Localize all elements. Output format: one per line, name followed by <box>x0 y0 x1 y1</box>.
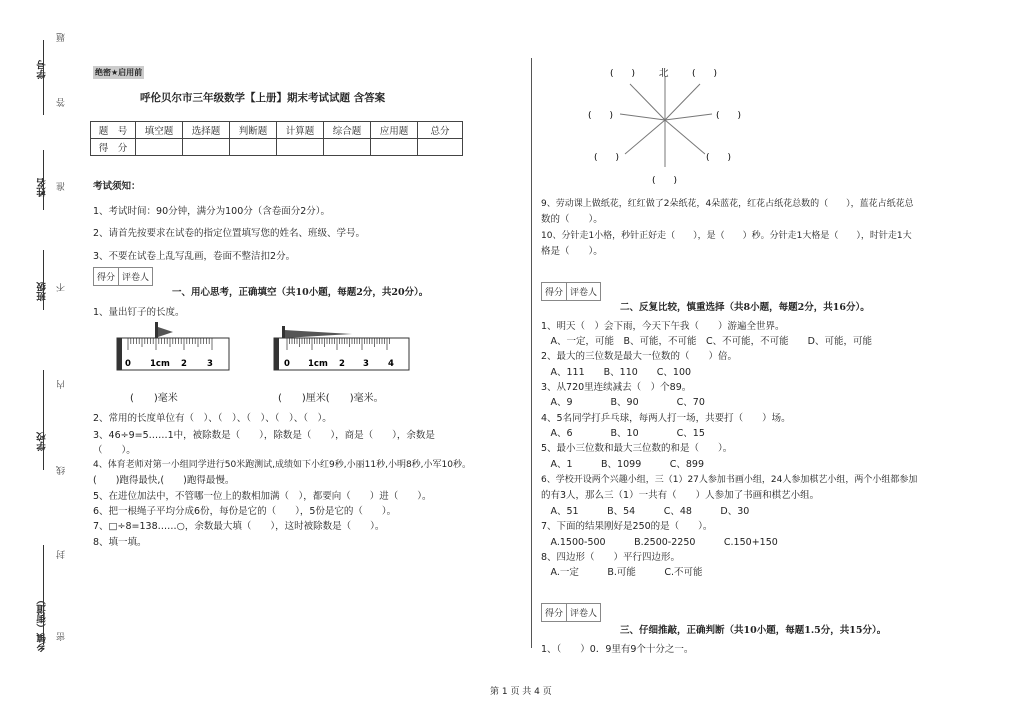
ruler-1-tick-label: 2 <box>181 359 187 369</box>
seal-char: 题 <box>57 33 67 42</box>
score-table-header-row <box>91 122 463 139</box>
grader-person-label: 评卷人 <box>570 288 598 298</box>
compass-ray <box>620 114 665 120</box>
question-line: 2、最大的三位数是最大一位数的（ ）倍。 <box>541 351 738 362</box>
seal-char: 内 <box>57 380 67 389</box>
question-line: 数的（ ）。 <box>541 214 603 225</box>
grader-box <box>541 282 601 301</box>
section3-title: 三、仔细推敲，正确判断（共10小题，每题1.5分，共15分）。 <box>620 625 887 636</box>
grader-box <box>541 603 601 622</box>
score-table-score-row <box>91 139 463 156</box>
ruler-2-tick-label: 0 <box>284 359 290 369</box>
nail-shank <box>155 322 158 338</box>
question-line: 10、分针走1小格，秒针正好走（ ），是（ ）秒。分针走1大格是（ ），时针走1大 <box>541 231 912 241</box>
margin-label-xiangzhen: 乡镇（街道） <box>37 595 48 652</box>
ruler-1-tick-label: 0 <box>125 359 131 369</box>
score-cell[interactable] <box>136 139 183 156</box>
score-header-cell: 总分 <box>418 122 463 139</box>
grader-score-label: 得分 <box>542 604 567 621</box>
grader-box <box>93 267 153 286</box>
ruler-2-tick-label: 2 <box>339 359 345 369</box>
question-line: （ ）。 <box>93 445 136 456</box>
column-divider <box>531 58 532 648</box>
score-header-cell: 填空题 <box>136 122 183 139</box>
compass-blank: ( ) <box>706 153 732 163</box>
notice-item: 1、考试时间：90分钟，满分为100分（含卷面分2分）。 <box>93 206 331 217</box>
question-line: 8、四边形（ ）平行四边形。 <box>541 552 681 563</box>
grader-person-label: 评卷人 <box>570 609 598 619</box>
question-line: 9、劳动课上做纸花，红红做了2朵纸花，4朵蓝花，红花占纸花总数的（ ），蓝花占纸花总 <box>541 199 914 209</box>
margin-line <box>43 250 44 310</box>
margin-label-banji: 班级 <box>37 282 48 301</box>
compass-blank: ( ) <box>652 176 678 186</box>
question-line: 8、填一填。 <box>93 537 147 548</box>
score-row-label: 得 分 <box>91 139 136 156</box>
ruler-edge <box>274 338 279 370</box>
grader-score-label: 得分 <box>94 268 119 285</box>
section1-title: 一、用心思考，正确填空（共10小题，每题2分，共20分）。 <box>172 287 429 298</box>
compass-blank: ( ) <box>594 153 620 163</box>
option-line: A.一定 B.可能 C.不可能 <box>541 567 703 578</box>
option-line: A、6 B、10 C、15 <box>541 428 705 439</box>
question-line: 5、最小三位数和最大三位数的和是（ ）。 <box>541 443 733 454</box>
ruler-2-tick-label: 1cm <box>308 359 328 369</box>
grader-person-label: 评卷人 <box>122 273 150 283</box>
question-line: 7、下面的结果刚好是250的是（ ）。 <box>541 521 713 532</box>
option-line: A、111 B、110 C、100 <box>541 367 692 378</box>
ruler-1-answer: ( )毫米 <box>130 393 178 404</box>
question-line: 7、□÷8=138……○，余数最大填（ ），这时被除数是（ ）。 <box>93 521 385 532</box>
ruler-2-figure <box>272 320 412 375</box>
option-line: A、9 B、90 C、70 <box>541 397 705 408</box>
option-line: A、51 B、54 C、48 D、30 <box>541 506 750 517</box>
question-1: 1、量出钉子的长度。 <box>93 307 185 318</box>
notice-item: 2、请首先按要求在试卷的指定位置填写您的姓名、班级、学号。 <box>93 228 366 239</box>
compass-ray <box>665 120 705 154</box>
margin-line <box>43 150 44 210</box>
question-line: 3、46÷9=5……1中，被除数是（ ），除数是（ ），商是（ ），余数是 <box>93 430 435 441</box>
margin-line <box>43 545 44 645</box>
question-line: 1、（ ）0．9里有9个十分之一。 <box>541 644 694 655</box>
score-header-cell: 综合题 <box>324 122 371 139</box>
margin-label-xuehao: 学号 <box>37 60 48 79</box>
compass-ray <box>630 84 665 120</box>
secret-badge: 绝密★启用前 <box>95 68 143 77</box>
score-header-cell: 题 号 <box>91 122 136 139</box>
question-line: 4、5名同学打乒乓球，每两人打一场，共要打（ ）场。 <box>541 413 791 424</box>
ruler-2-answer: ( )厘米( )毫米。 <box>278 393 384 404</box>
question-line: 的有3人，那么三（1）一共有（ ）人参加了书画和棋艺小组。 <box>541 490 820 501</box>
page-footer: 第 1 页 共 4 页 <box>490 687 552 697</box>
seal-char: 线 <box>57 466 67 475</box>
score-cell[interactable] <box>230 139 277 156</box>
notice-heading: 考试须知： <box>93 181 141 192</box>
grader-score-label: 得分 <box>542 283 567 300</box>
score-header-cell: 选择题 <box>183 122 230 139</box>
margin-line <box>43 370 44 470</box>
score-cell[interactable] <box>418 139 463 156</box>
compass-blank: ( ) <box>716 111 742 121</box>
ruler-2-tick-label: 4 <box>388 359 394 369</box>
question-line: 3、从720里连续减去（ ）个89。 <box>541 382 692 393</box>
question-line: 格是（ ）。 <box>541 246 603 257</box>
compass-ray <box>625 120 665 154</box>
nail-shank <box>284 330 352 338</box>
score-table <box>90 121 463 156</box>
margin-line <box>43 40 44 115</box>
score-header-cell: 判断题 <box>230 122 277 139</box>
compass-ray <box>665 84 700 120</box>
option-line: A、一定，可能 B、可能，不可能 C、不可能，不可能 D、可能，可能 <box>541 336 872 347</box>
question-line: ( )跑得最快,( )跑得最慢。 <box>93 475 235 486</box>
nail-head <box>282 326 285 338</box>
margin-label-xingming: 姓名 <box>37 178 48 197</box>
score-header-cell: 计算题 <box>277 122 324 139</box>
compass-blank: ( ) <box>692 69 718 79</box>
seal-char: 不 <box>57 283 67 292</box>
score-cell[interactable] <box>277 139 324 156</box>
question-line: 5、在进位加法中，不管哪一位上的数相加满（ ），都要向（ ）进（ ）。 <box>93 491 432 502</box>
ruler-1-tick-label: 3 <box>207 359 213 369</box>
compass-north-label: 北 <box>659 68 669 79</box>
ruler-edge <box>117 338 122 370</box>
question-line: 4、体育老师对第一小组同学进行50米跑测试,成绩如下小红9秒,小丽11秒,小明8秒,小军10秒。 <box>93 460 471 470</box>
compass-ray <box>665 114 712 120</box>
ruler-1-figure <box>115 320 235 375</box>
seal-char: 准 <box>57 182 67 191</box>
option-line: A.1500-500 B.2500-2250 C.150+150 <box>541 537 778 548</box>
section2-title: 二、反复比较，慎重选择（共8小题，每题2分，共16分）。 <box>620 302 870 313</box>
question-line: 6、学校开设两个兴趣小组，三（1）27人参加书画小组，24人参加棋艺小组，两个小组都参加 <box>541 475 918 485</box>
seal-char: 密 <box>57 632 67 641</box>
page-title: 呼伦贝尔市三年级数学【上册】期末考试试题 含答案 <box>140 92 386 104</box>
seal-char: 答 <box>57 98 67 107</box>
score-cell[interactable] <box>324 139 371 156</box>
ruler-1-tick-label: 1cm <box>150 359 170 369</box>
option-line: A、1 B、1099 C、899 <box>541 459 705 470</box>
compass-figure <box>580 62 760 187</box>
question-line: 6、把一根绳子平均分成6份，每份是它的（ ），5份是它的（ ）。 <box>93 506 397 517</box>
score-cell[interactable] <box>183 139 230 156</box>
notice-item: 3、不要在试卷上乱写乱画，卷面不整洁扣2分。 <box>93 251 296 262</box>
compass-blank: ( ) <box>588 111 614 121</box>
question-line: 2、常用的长度单位有（ ）、（ ）、（ ）、（ ）、（ ）。 <box>93 413 332 424</box>
question-line: 1、明天（ ）会下雨，今天下午我（ ）游遍全世界。 <box>541 321 785 332</box>
ruler-2-tick-label: 3 <box>363 359 369 369</box>
margin-label-xuexiao: 学校 <box>37 432 48 451</box>
compass-blank: ( ) <box>610 69 636 79</box>
score-cell[interactable] <box>371 139 418 156</box>
score-header-cell: 应用题 <box>371 122 418 139</box>
seal-char: 封 <box>57 550 67 559</box>
